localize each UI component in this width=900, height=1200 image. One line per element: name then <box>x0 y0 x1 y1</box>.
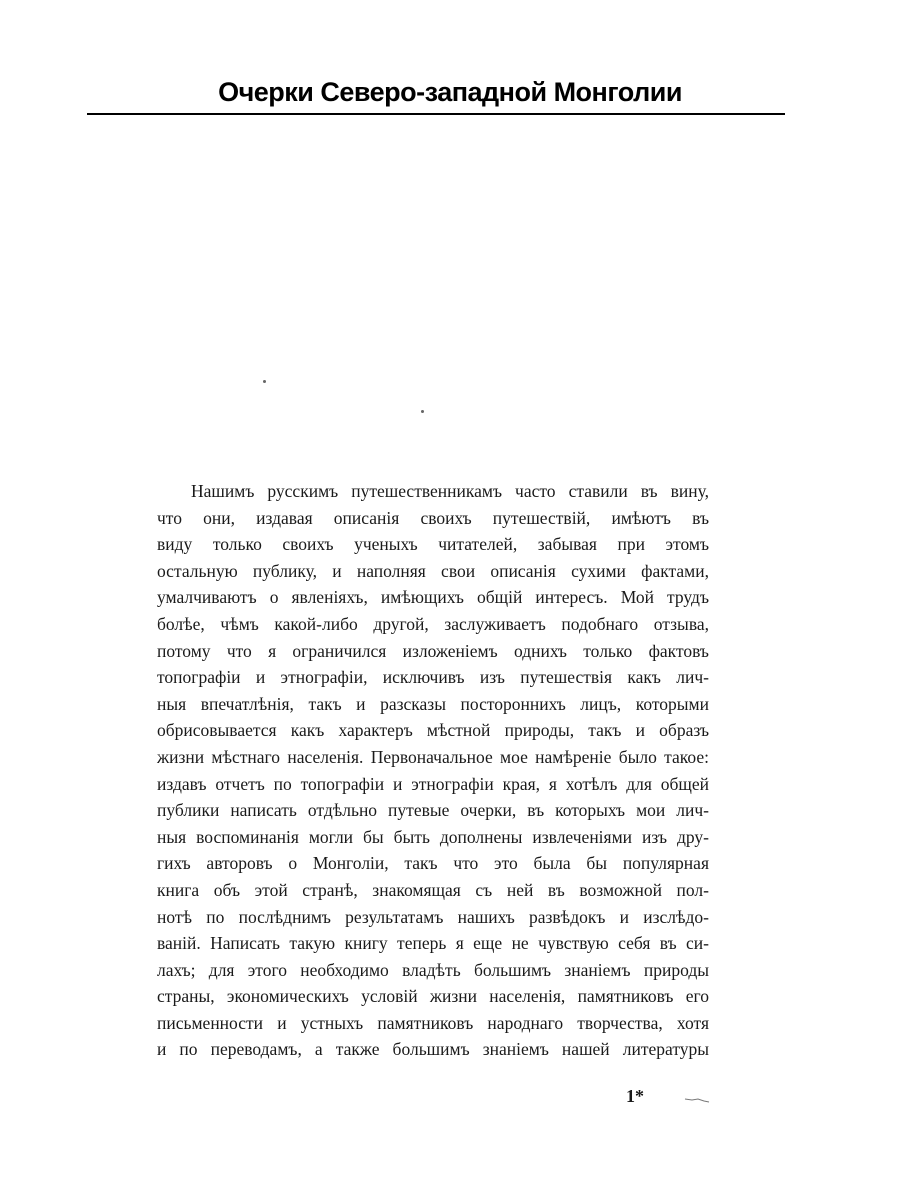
header-divider <box>87 113 785 115</box>
text-line: умалчиваютъ о явленіяхъ, имѣющихъ общій интересъ. Мой трудъ <box>157 587 709 608</box>
text-line: ваній. Написать такую книгу теперь я еще не чувствую себя въ си- <box>157 933 709 954</box>
text-line: жизни мѣстнаго населенія. Первоначальное мое намѣреніе было такое: <box>157 746 709 767</box>
text-line: нотѣ по послѣднимъ результатамъ нашихъ развѣдокъ и изслѣдо- <box>157 906 709 927</box>
text-line: остальную публику, и наполняя свои описанія сухими фактами, <box>157 560 709 581</box>
text-line: издавъ отчетъ по топографіи и этнографіи края, я хотѣлъ для общей <box>157 773 709 794</box>
text-line: и по переводамъ, а также большимъ знаніемъ нашей литературы <box>157 1039 709 1060</box>
scan-speck <box>421 410 424 413</box>
page-title: Очерки Северо-западной Монголии <box>218 77 682 107</box>
text-line: потому что я ограничился изложеніемъ однихъ только фактовъ <box>157 640 709 661</box>
text-line: гихъ авторовъ о Монголіи, такъ что это была бы популярная <box>157 853 709 874</box>
text-line: ныя воспоминанія могли бы быть дополнены извлеченіями изъ дру- <box>157 826 709 847</box>
text-line: ныя впечатлѣнія, такъ и разсказы постороннихъ лицъ, которыми <box>157 693 709 714</box>
text-line: болѣе, чѣмъ какой-либо другой, заслуживаетъ подобнаго отзыва, <box>157 613 709 634</box>
text-line: письменности и устныхъ памятниковъ народнаго творчества, хотя <box>157 1012 709 1033</box>
text-line: лахъ; для этого необходимо владѣть большимъ знаніемъ природы <box>157 959 709 980</box>
scan-smudge <box>684 1097 710 1103</box>
printer-signature-mark: 1* <box>626 1086 644 1106</box>
text-line: виду только своихъ ученыхъ читателей, забывая при этомъ <box>157 534 709 555</box>
scan-speck <box>263 380 266 383</box>
body-paragraph <box>157 478 709 1063</box>
text-line: Нашимъ русскимъ путешественникамъ часто ставили въ вину, <box>191 481 709 501</box>
text-line: страны, экономическихъ условій жизни населенія, памятниковъ его <box>157 986 709 1007</box>
text-line: публики написать отдѣльно путевые очерки, въ которыхъ мои лич- <box>157 800 709 821</box>
text-line: топографіи и этнографіи, исключивъ изъ путешествія какъ лич- <box>157 667 709 688</box>
text-line: что они, издавая описанія своихъ путешествій, имѣютъ въ <box>157 507 709 528</box>
text-line: обрисовывается какъ характеръ мѣстной природы, такъ и образъ <box>157 720 709 741</box>
text-line: книга объ этой странѣ, знакомящая съ ней въ возможной пол- <box>157 879 709 900</box>
